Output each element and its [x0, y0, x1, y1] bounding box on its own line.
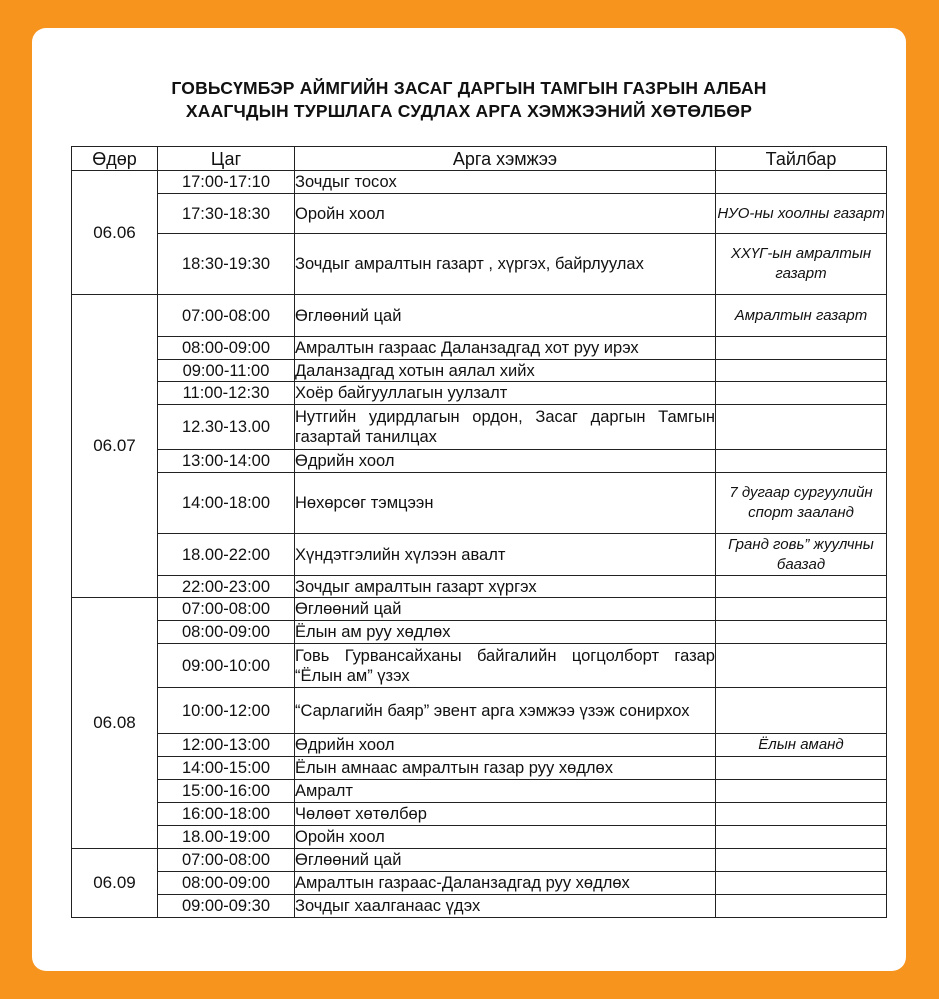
time-cell: 14:00-18:00: [158, 473, 295, 534]
activity-cell: Чөлөөт хөтөлбөр: [295, 803, 716, 826]
time-cell: 11:00-12:30: [158, 382, 295, 405]
table-row: [72, 780, 887, 803]
header-day: Өдөр: [72, 147, 158, 171]
activity-cell: Ёлын амнаас амралтын газар руу хөдлөх: [295, 757, 716, 780]
time-cell: 17:30-18:30: [158, 194, 295, 234]
time-cell: 17:00-17:10: [158, 171, 295, 194]
activity-cell: Хүндэтгэлийн хүлээн авалт: [295, 534, 716, 576]
table-row: [72, 576, 887, 598]
table-row: [72, 734, 887, 757]
table-row: [72, 405, 887, 450]
activity-cell: Амралтын газраас-Даланзадгад руу хөдлөх: [295, 872, 716, 895]
activity-cell: Нутгийн удирдлагын ордон, Засаг даргын Тамгын газартай танилцах: [295, 405, 716, 450]
time-cell: 07:00-08:00: [158, 598, 295, 621]
table-row: [72, 450, 887, 473]
activity-cell: Говь Гурвансайханы байгалийн цогцолборт газар “Ёлын ам” үзэх: [295, 644, 716, 688]
note-cell: [716, 171, 887, 194]
note-cell: [716, 337, 887, 360]
note-cell: [716, 895, 887, 918]
table-row: [72, 872, 887, 895]
note-cell: [716, 872, 887, 895]
note-cell: [716, 644, 887, 688]
note-cell: Амралтын газарт: [716, 295, 887, 337]
activity-cell: Зочдыг хаалганаас үдэх: [295, 895, 716, 918]
note-cell: 7 дугаар сургуулийн спорт зааланд: [716, 473, 887, 534]
table-row: [72, 382, 887, 405]
activity-cell: Зочдыг амралтын газарт , хүргэх, байрлуулах: [295, 234, 716, 295]
note-cell: Гранд говь” жуулчны баазад: [716, 534, 887, 576]
header-activity: Арга хэмжээ: [295, 147, 716, 171]
table-row: [72, 849, 887, 872]
time-cell: 18.00-19:00: [158, 826, 295, 849]
activity-cell: Амралтын газраас Даланзадгад хот руу ирэх: [295, 337, 716, 360]
table-row: [72, 688, 887, 734]
table-row: [72, 895, 887, 918]
note-cell: [716, 405, 887, 450]
note-cell: [716, 382, 887, 405]
note-cell: [716, 688, 887, 734]
table-header-row: [72, 147, 887, 171]
table-row: [72, 621, 887, 644]
table-row: [72, 803, 887, 826]
note-cell: [716, 849, 887, 872]
activity-cell: Амралт: [295, 780, 716, 803]
note-cell: [716, 803, 887, 826]
time-cell: 09:00-09:30: [158, 895, 295, 918]
note-cell: [716, 621, 887, 644]
title-line-2: ХААГЧДЫН ТУРШЛАГА СУДЛАХ АРГА ХЭМЖЭЭНИЙ ХӨТӨЛБӨР: [185, 101, 753, 121]
table-row: [72, 644, 887, 688]
time-cell: 07:00-08:00: [158, 295, 295, 337]
schedule-table: [71, 146, 887, 918]
time-cell: 10:00-12:00: [158, 688, 295, 734]
title-line-1: ГОВЬСҮМБЭР АЙМГИЙН ЗАСАГ ДАРГЫН ТАМГЫН ГАЗРЫН АЛБАН: [171, 78, 767, 98]
note-cell: [716, 780, 887, 803]
activity-cell: Нөхөрсөг тэмцээн: [295, 473, 716, 534]
note-cell: [716, 757, 887, 780]
day-cell: 06.06: [72, 171, 158, 295]
note-cell: ХХҮГ-ын амралтын газарт: [716, 234, 887, 295]
note-cell: [716, 576, 887, 598]
activity-cell: Өглөөний цай: [295, 598, 716, 621]
time-cell: 09:00-11:00: [158, 360, 295, 382]
table-row: [72, 360, 887, 382]
time-cell: 09:00-10:00: [158, 644, 295, 688]
time-cell: 18:30-19:30: [158, 234, 295, 295]
note-cell: [716, 826, 887, 849]
activity-cell: Оройн хоол: [295, 194, 716, 234]
time-cell: 08:00-09:00: [158, 621, 295, 644]
activity-cell: Хоёр байгууллагын уулзалт: [295, 382, 716, 405]
table-row: [72, 598, 887, 621]
note-cell: Ёлын аманд: [716, 734, 887, 757]
note-cell: [716, 450, 887, 473]
time-cell: 13:00-14:00: [158, 450, 295, 473]
time-cell: 22:00-23:00: [158, 576, 295, 598]
time-cell: 08:00-09:00: [158, 337, 295, 360]
time-cell: 18.00-22:00: [158, 534, 295, 576]
table-row: [72, 473, 887, 534]
time-cell: 16:00-18:00: [158, 803, 295, 826]
time-cell: 07:00-08:00: [158, 849, 295, 872]
time-cell: 12.30-13.00: [158, 405, 295, 450]
activity-cell: Ёлын ам руу хөдлөх: [295, 621, 716, 644]
time-cell: 08:00-09:00: [158, 872, 295, 895]
activity-cell: Өдрийн хоол: [295, 450, 716, 473]
table-row: [72, 534, 887, 576]
activity-cell: Өглөөний цай: [295, 849, 716, 872]
day-cell: 06.09: [72, 849, 158, 918]
table-row: [72, 171, 887, 194]
activity-cell: Зочдыг тосох: [295, 171, 716, 194]
time-cell: 14:00-15:00: [158, 757, 295, 780]
note-cell: [716, 360, 887, 382]
table-row: [72, 337, 887, 360]
activity-cell: Даланзадгад хотын аялал хийх: [295, 360, 716, 382]
time-cell: 12:00-13:00: [158, 734, 295, 757]
header-note: Тайлбар: [716, 147, 887, 171]
table-row: [72, 295, 887, 337]
table-row: [72, 194, 887, 234]
table-row: [72, 757, 887, 780]
note-cell: [716, 598, 887, 621]
note-cell: НУО-ны хоолны газарт: [716, 194, 887, 234]
table-row: [72, 826, 887, 849]
activity-cell: Өглөөний цай: [295, 295, 716, 337]
day-cell: 06.08: [72, 598, 158, 849]
table-row: [72, 234, 887, 295]
document-title: [32, 77, 906, 123]
time-cell: 15:00-16:00: [158, 780, 295, 803]
activity-cell: “Сарлагийн баяр” эвент арга хэмжээ үзэж сонирхох: [295, 688, 716, 734]
activity-cell: Зочдыг амралтын газарт хүргэх: [295, 576, 716, 598]
day-cell: 06.07: [72, 295, 158, 598]
header-time: Цаг: [158, 147, 295, 171]
activity-cell: Өдрийн хоол: [295, 734, 716, 757]
activity-cell: Оройн хоол: [295, 826, 716, 849]
